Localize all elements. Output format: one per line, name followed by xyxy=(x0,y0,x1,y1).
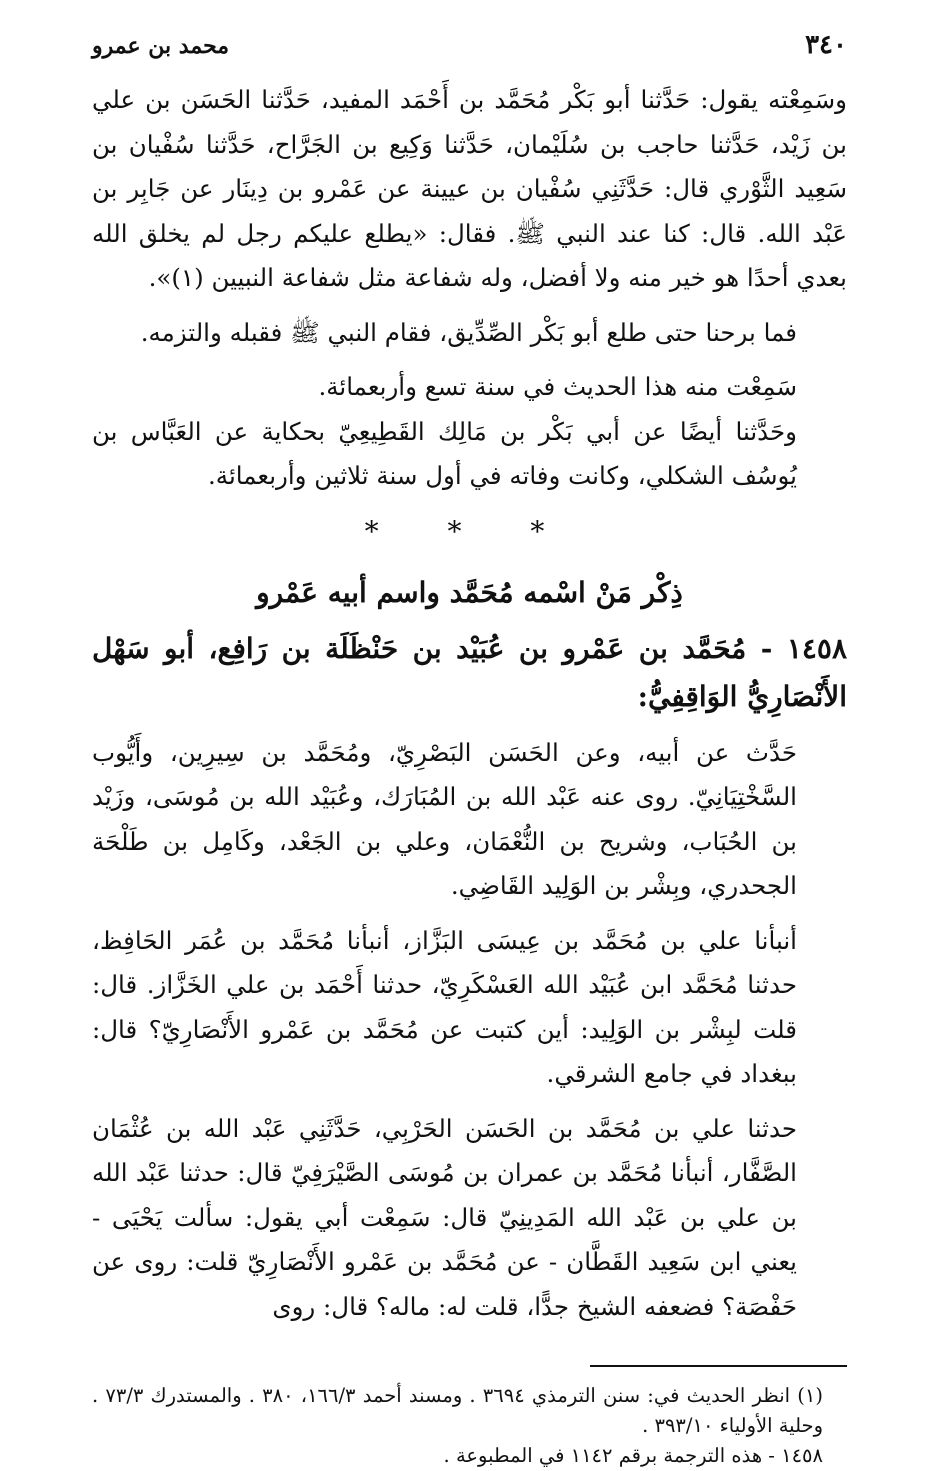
page-header xyxy=(92,30,847,78)
paragraph: وحَدَّثنا أيضًا عن أبي بَكْر بن مَالِك القَطِيعِيّ بحكاية عن العَبَّاس بن يُوسُف الشكلي، وكانت وفاته في أول سنة ثلاثين وأربعمائة. xyxy=(92,416,797,490)
body-text-top xyxy=(92,78,847,499)
paragraph: فما برحنا حتى طلع أبو بَكْر الصِّدِّيق، فقام النبي ﷺ فقبله والتزمه. xyxy=(140,317,797,347)
footnote: ١٤٥٨ - هذه الترجمة برقم ١١٤٢ في المطبوعة . xyxy=(443,1444,823,1467)
section-heading: ذِكْر مَنْ اسْمه مُحَمَّد واسم أبيه عَمْرو xyxy=(256,575,683,609)
page-number: ٣٤٠ xyxy=(805,30,847,60)
footnotes xyxy=(92,1381,847,1471)
paragraph: وسَمِعْته يقول: حَدَّثنا أبو بَكْر مُحَمَّد بن أَحْمَد المفيد، حَدَّثنا الحَسَن بن علي بن زَيْد، حَدَّثنا حاجب بن سُلَيْمان، حَدَّثنا وَكِيع بن الجَرَّاح، حَدَّثنا سُفْيان بن سَعِيد الثَّوْري قال: حَدَّثَنِي سُفْيان بن عيينة عن عَمْرو بن دِينَار عن جَابِر بن عَبْد الله. قال: كنا عند النبي ﷺ. فقال: «يطلع عليكم رجل لم يخلق الله بعدي أحدًا هو خير منه ولا أفضل، وله شفاعة مثل شفاعة النبيين (١)». xyxy=(92,85,847,292)
footnote: (١) انظر الحديث في: سنن الترمذي ٣٦٩٤ . ومسند أحمد ١٦٦/٣، ٣٨٠ . والمستدرك ٧٣/٣ . وحلية الأولياء ٣٩٣/١٠ . xyxy=(92,1384,823,1437)
paragraph: حدثنا علي بن مُحَمَّد بن الحَسَن الحَرْبِي، حَدَّثَنِي عَبْد الله بن عُثْمَان الصَّفَّار، أنبأنا مُحَمَّد بن عمران بن مُوسَى الصَّيْرَفِيّ قال: حدثنا عَبْد الله بن علي بن عَبْد الله المَدِينِيّ قال: سَمِعْت أبي يقول: سألت يَحْيَى - يعني ابن سَعِيد القَطَّان - عن مُحَمَّد بن عَمْرو الأَنْصَارِيّ قلت: روى عن حَفْصَة؟ فضعفه الشيخ جدًّا، قلت له: ماله؟ قال: روى xyxy=(92,1113,797,1321)
paragraph: أنبأنا علي بن مُحَمَّد بن عِيسَى البَزَّاز، أنبأنا مُحَمَّد بن عُمَر الحَافِظ، حدثنا مُحَمَّد ابن عُبَيْد الله العَسْكَرِيّ، حدثنا أَحْمَد بن علي الخَزَّاز. قال: قلت لبِشْر بن الوَلِيد: أين كتبت عن مُحَمَّد بن عَمْرو الأَنْصَارِيّ؟ قال: ببغداد في جامع الشرقي. xyxy=(92,925,797,1088)
running-title: محمد بن عمرو xyxy=(92,33,230,59)
paragraph: حَدَّث عن أبيه، وعن الحَسَن البَصْرِيّ، ومُحَمَّد بن سِيرِين، وأَيُّوب السَّخْتِيَانِيّ. روى عنه عَبْد الله بن المُبَارَك، وعُبَيْد الله بن مُوسَى، وزَيْد بن الحُبَاب، وشريح بن النُّعْمَان، وعلي بن الجَعْد، وكَامِل بن طَلْحَة الجحدري، وبِشْر بن الوَلِيد القَاضِي. xyxy=(92,737,797,900)
paragraph: سَمِعْت منه هذا الحديث في سنة تسع وأربعمائة. xyxy=(318,372,797,401)
body-text-entry xyxy=(92,731,847,1330)
section-separator: * * * xyxy=(364,514,575,548)
entry-heading: ١٤٥٨ - مُحَمَّد بن عَمْرو بن عُبَيْد بن حَنْظَلَة بن رَافِع، أبو سَهْل الأَنْصَارِيُّ الوَاقِفِيُّ: xyxy=(92,631,847,713)
footnote-divider xyxy=(590,1365,847,1367)
